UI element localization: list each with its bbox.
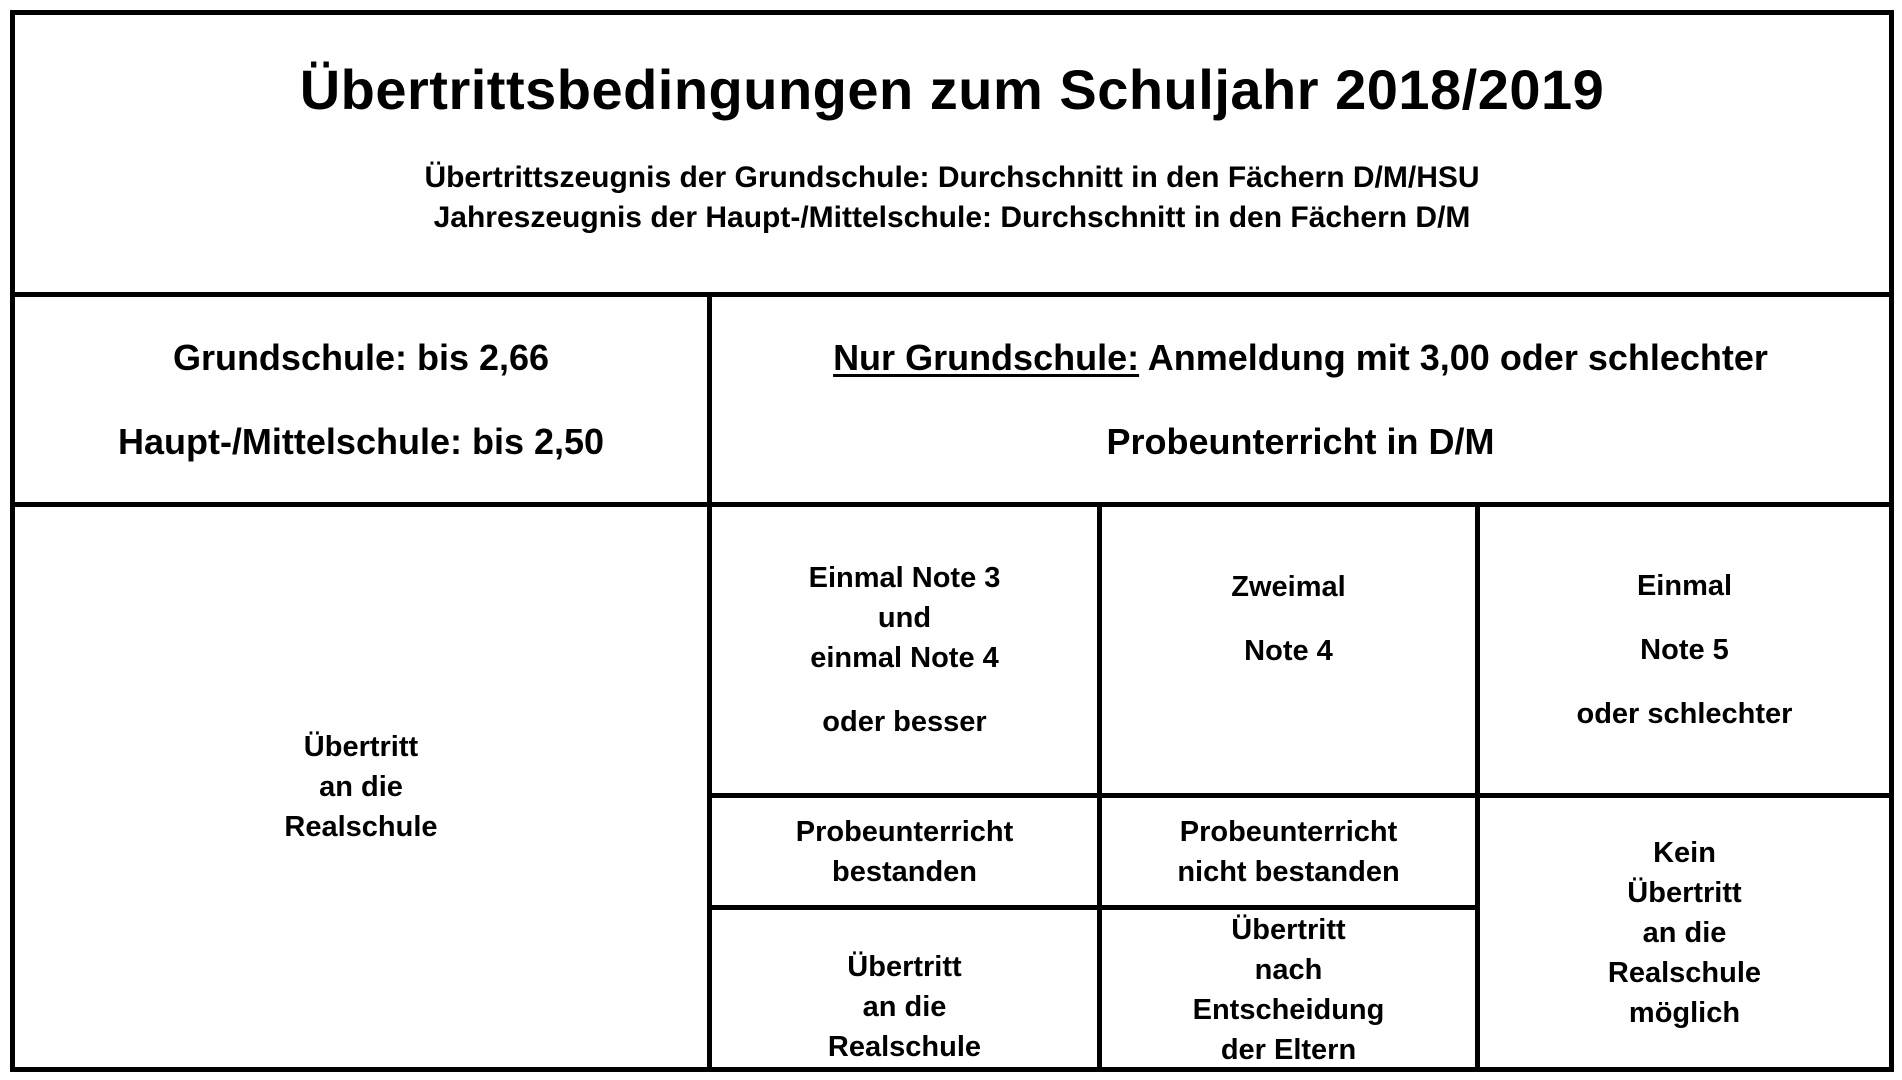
final1-line1: Übertritt bbox=[847, 951, 962, 983]
outcome1-line2: und bbox=[877, 602, 932, 634]
final3-line4: Realschule bbox=[1607, 956, 1762, 989]
final2-line4: der Eltern bbox=[1220, 1034, 1357, 1066]
failed-line1: Probeunterricht bbox=[1179, 815, 1398, 848]
outcome-grade-3-and-4 bbox=[712, 507, 1097, 793]
outcome-twice-grade-4 bbox=[1102, 507, 1475, 793]
outcome3-line2: Note 5 bbox=[1640, 634, 1729, 666]
direct-transfer-line1: Übertritt bbox=[303, 731, 419, 763]
header-section bbox=[15, 15, 1889, 292]
criteria-left bbox=[15, 297, 707, 502]
probe-failed bbox=[1102, 798, 1475, 905]
direct-transfer-line2: an die bbox=[319, 771, 403, 803]
final3-line5: möglich bbox=[1628, 996, 1741, 1029]
outcome1-line3: einmal Note 4 bbox=[810, 642, 999, 674]
final-parents-decision bbox=[1102, 910, 1475, 1067]
probe-subjects: Probeunterricht in D/M bbox=[1106, 420, 1495, 462]
final3-line3: an die bbox=[1642, 916, 1727, 949]
passed-line1: Probeunterricht bbox=[795, 815, 1014, 848]
registration-condition: Anmeldung mit 3,00 oder schlechter bbox=[1139, 336, 1768, 378]
final-transfer bbox=[712, 910, 1097, 1067]
outcome1-line4: oder besser bbox=[822, 706, 987, 738]
outcome2-line2: Note 4 bbox=[1244, 635, 1333, 667]
final3-line2: Übertritt bbox=[1627, 876, 1742, 909]
outcome3-line3: oder schlechter bbox=[1576, 698, 1793, 730]
grundschule-only-label: Nur Grundschule: bbox=[833, 336, 1140, 378]
outcome-grade-5 bbox=[1480, 507, 1889, 793]
failed-line2: nicht bestanden bbox=[1177, 855, 1400, 888]
page-title: Übertrittsbedingungen zum Schuljahr 2018/2019 bbox=[299, 58, 1605, 121]
subtitle-mittelschule: Jahreszeugnis der Haupt-/Mittelschule: Durchschnitt in den Fächern D/M bbox=[433, 201, 1471, 234]
direct-transfer-line3: Realschule bbox=[284, 811, 438, 843]
final2-line3: Entscheidung bbox=[1192, 994, 1385, 1026]
passed-line2: bestanden bbox=[831, 855, 978, 888]
outcome1-line1: Einmal Note 3 bbox=[808, 562, 1001, 594]
final2-line1: Übertritt bbox=[1231, 914, 1346, 946]
grundschule-criterion: Grundschule: bis 2,66 bbox=[172, 336, 550, 378]
final1-line3: Realschule bbox=[827, 1031, 982, 1063]
direct-transfer bbox=[15, 507, 707, 1067]
final3-line1: Kein bbox=[1653, 836, 1716, 869]
final-no-transfer bbox=[1480, 798, 1889, 1067]
final1-line2: an die bbox=[862, 991, 947, 1023]
grundschule-registration bbox=[833, 336, 1768, 380]
criteria-right bbox=[712, 297, 1889, 502]
outcome2-line1: Zweimal bbox=[1231, 571, 1346, 603]
mittelschule-criterion: Haupt-/Mittelschule: bis 2,50 bbox=[117, 420, 605, 462]
final2-line2: nach bbox=[1254, 954, 1323, 986]
probe-passed bbox=[712, 798, 1097, 905]
outcome3-line1: Einmal bbox=[1636, 570, 1733, 602]
subtitle-grundschule: Übertrittszeugnis der Grundschule: Durchschnitt in den Fächern D/M/HSU bbox=[424, 161, 1480, 194]
